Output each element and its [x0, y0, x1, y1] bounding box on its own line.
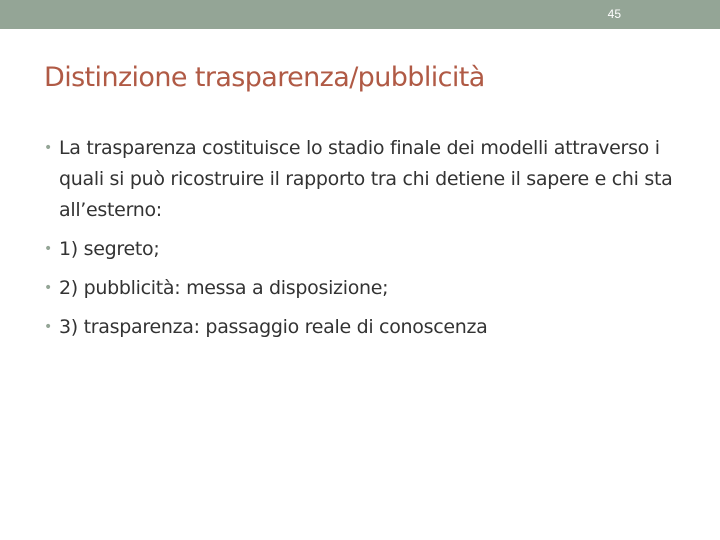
- bullet-item: [44, 312, 684, 343]
- bullet-text: La trasparenza costituisce lo stadio finale dei modelli attraverso i quali si può ricostruire il rapporto tra chi detiene il sapere e chi sta all’esterno:: [59, 137, 673, 221]
- bullet-item: [44, 273, 684, 304]
- slide-title: Distinzione trasparenza/pubblicità: [44, 62, 485, 93]
- bullet-item: [44, 234, 684, 265]
- bullet-item: [44, 133, 684, 226]
- bullet-icon: •: [44, 319, 52, 335]
- bullet-icon: •: [44, 280, 52, 296]
- bullet-text: 2) pubblicità: messa a disposizione;: [59, 277, 389, 299]
- bullet-text: 1) segreto;: [59, 238, 160, 260]
- slide-number: 45: [607, 7, 621, 21]
- bullet-icon: •: [44, 140, 52, 156]
- bullet-icon: •: [44, 241, 52, 257]
- bullet-list: [44, 133, 684, 351]
- top-bar: [0, 0, 720, 29]
- bullet-text: 3) trasparenza: passaggio reale di conoscenza: [59, 316, 488, 338]
